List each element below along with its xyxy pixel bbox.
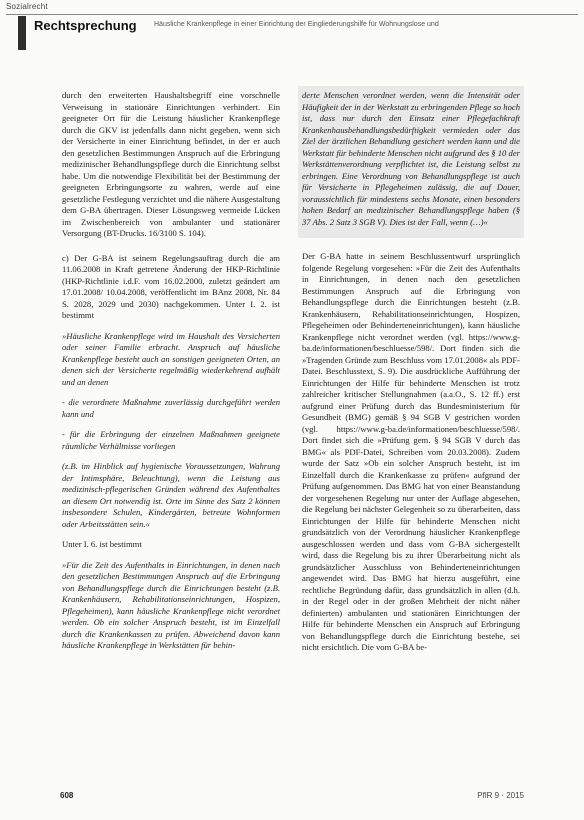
left-column bbox=[62, 90, 280, 661]
paragraph: durch den erweiterten Haushaltsbegriff eine vorschnelle Verweisung in stationäre Einrichtungen verhindert. Ein geeigneter Ort für die Leistung häuslicher Krankenpflege durch die GKV ist jedenfalls dann nicht gegeben, wenn sich der Versicherte in einer Einrichtung befindet, in der er auch den gesetzlichen Bestimmungen Anspruch auf die Erbringung medizinischer Behandlungspflege durch die Einrichtung selbst habe. Um die notwendige Flexibilität bei der Bestimmung der geeigneten Erbringungsorte zu wahren, werde auf eine gesetzliche Festlegung verzichtet und die nähere Ausgestaltung dem G-BA übertragen. Dieser Lösungsweg vermeide Lücken im Zwischenbereich von ambulanter und stationärer Versorgung (BT-Drucks. 16/3100 S. 104). bbox=[62, 90, 280, 238]
rubric-bar bbox=[18, 16, 26, 50]
section-label: Sozialrecht bbox=[6, 2, 48, 11]
quote-paragraph: »Häusliche Krankenpflege wird im Haushalt des Versicherten oder seiner Familie erbracht. Anspruch auf häusliche Krankenpflege besteht auch an sonstigen geeigneten Orten, an denen sich der Versicherte regelmäßig wiederkehrend aufhält und an denen bbox=[62, 330, 280, 387]
journal-issue: PflR 9 · 2015 bbox=[477, 791, 524, 800]
rubric-title: Rechtsprechung bbox=[34, 18, 137, 33]
quote-bullet: - für die Erbringung der einzelnen Maßnahmen geeignete räumliche Verhältnisse vorliegen bbox=[62, 429, 280, 451]
header-rule bbox=[6, 14, 578, 15]
quote-bullet: - die verordnete Maßnahme zuverlässig durchgeführt werden kann und bbox=[62, 397, 280, 419]
paragraph: c) Der G-BA ist seinem Regelungsauftrag durch die am 11.06.2008 in Kraft getretene Änderung der HKP-Richtlinie (HKP-Richtlinie i.d.F. vom 16.02.2000, zuletzt geändert am 17.01.2008/ 10.04.2008, veröffentlicht im BAnz 2008, Nr. 84 S. 2028, 2029 und 2030) nachgekommen. Unter I. 2. ist bestimmt bbox=[62, 252, 280, 320]
paragraph: Der G-BA hatte in seinem Beschlussentwurf ursprünglich folgende Regelung vorgesehen: »Für die Zeit des Aufenthalts in Einrichtungen, in denen nach den gesetzlichen Bestimmungen Anspruch auf die Erbringung von Behandlungspflege durch die Einrichtungen besteht (z.B. Krankenhäusern, Rehabilitationseinrichtungen, Hospizen, Pflegeheimen oder Behinderteneinrichtungen), kann häusliche Krankenpflege nicht verordnet werden (vgl. https://www.g-ba.de/informationen/beschluesse/598/. Dort finden sich die »Tragenden Gründe zum Beschluss vom 17.01.2008« als PDF-Datei. Beschlusstext, S. 9). Die ausdrückliche Aufführung der Einrichtungen der Hilfe für behinderte Menschen ist trotz zahlreicher kritischer Stellungnahmen (a.a.O., S. 12 ff.) erst aufgrund einer Prüfung durch das Bundesministerium für Gesundheit (BMG) gemäß § 94 SGB V gestrichen worden (vgl. https://www.g-ba.de/informationen/beschluesse/598/. Dort findet sich die »Prüfung gem. § 94 SGB V durch das BMG« als PDF-Datei, Schreiben vom 20.03.2008). Zudem wurde der Satz »Ob ein solcher Anspruch besteht, ist im Einzelfall durch die Krankenkasse zu prüfen« aufgrund der Prüfung aufgenommen. Das BMG hat von einer Beanstandung der vorgesehenen Regelung nur unter der Auflage abgesehen, die Regelung bei nächster Gelegenheit so zu überarbeiten, dass Einrichtungen der Hilfe für behinderte Menschen nicht grundsätzlich von der Verordnung häuslicher Krankenpflege ausgeschlossen werden und dass vom G-BA sichergestellt wird, dass die Regelung bis zu ihrer Überarbeitung nicht als grundsätzlicher Ausschluss von Behinderteneinrichtungen angewendet wird. Das BMG hat hierzu ausgeführt, eine rechtliche Begründung dafür, dass grundsätzlich in allen (d.h. in der Regel oder in der großen Mehrheit der nicht näher definierten) ambulanten und stationären Einrichtungen der Hilfe für behinderte Menschen ein Anspruch auf Erbringung von Behandlungspflege durch die Einrichtung bestehe, sei nicht ersichtlich. Die vom G-BA be- bbox=[302, 251, 520, 652]
page-number: 608 bbox=[60, 791, 74, 800]
paragraph: Unter I. 6. ist bestimmt bbox=[62, 539, 142, 549]
highlighted-quote: derte Menschen verordnet werden, wenn die Intensität oder Häufigkeit der in der Werkstatt zu erbringenden Pflege so hoch ist, dass nur durch den Einsatz einer Pflegefachkraft Krankenhausbehandlungsbedürftigkeit vermieden oder das Ziel der ärztlichen Behandlung gesichert werden kann und die Werkstatt für behinderte Menschen nicht aufgrund des § 10 der Werkstättenverordnung verpflichtet ist, die Leistung selbst zu erbringen. Eine Verordnung von Behandlungspflege ist auch für Versicherte in Pflegeheimen zulässig, die auf Dauer, voraussichtlich für mindestens sechs Monate, einen besonders hohen Bedarf an medizinischer Behandlungspflege haben (§ 37 Abs. 2 Satz 3 SGB V). Dies ist der Fall, wenn (…)« bbox=[298, 86, 524, 238]
rubric-subtitle: Häusliche Krankenpflege in einer Einrichtung der Eingliederungshilfe für Wohnungslose und bbox=[154, 21, 439, 28]
right-column bbox=[302, 90, 520, 663]
quote-paragraph: »Für die Zeit des Aufenthalts in Einrichtungen, in denen nach den gesetzlichen Bestimmungen Anspruch auf die Erbringung von Behandlungspflege durch die Einrichtungen besteht (z.B. Krankenhäusern, Rehabilitationseinrichtungen, Hospizen, Pflegeheimen), kann häusliche Krankenpflege nicht verordnet werden. Ob ein solcher Anspruch besteht, ist im Einzelfall durch die Krankenkassen zu prüfen. Abweichend davon kann häusliche Krankenpflege in Werkstätten für behin- bbox=[62, 559, 280, 650]
quote-paragraph: (z.B. im Hinblick auf hygienische Voraussetzungen, Wahrung der Intimsphäre, Beleuchtung), wenn die Leistung aus medizinisch-pflegerischen Gründen während des Aufenthaltes an diesem Ort notwendig ist. Orte im Sinne des Satz 2 können insbesondere Schulen, Kindergärten, betreute Wohnformen oder Arbeitsstätten sein.« bbox=[62, 461, 280, 529]
